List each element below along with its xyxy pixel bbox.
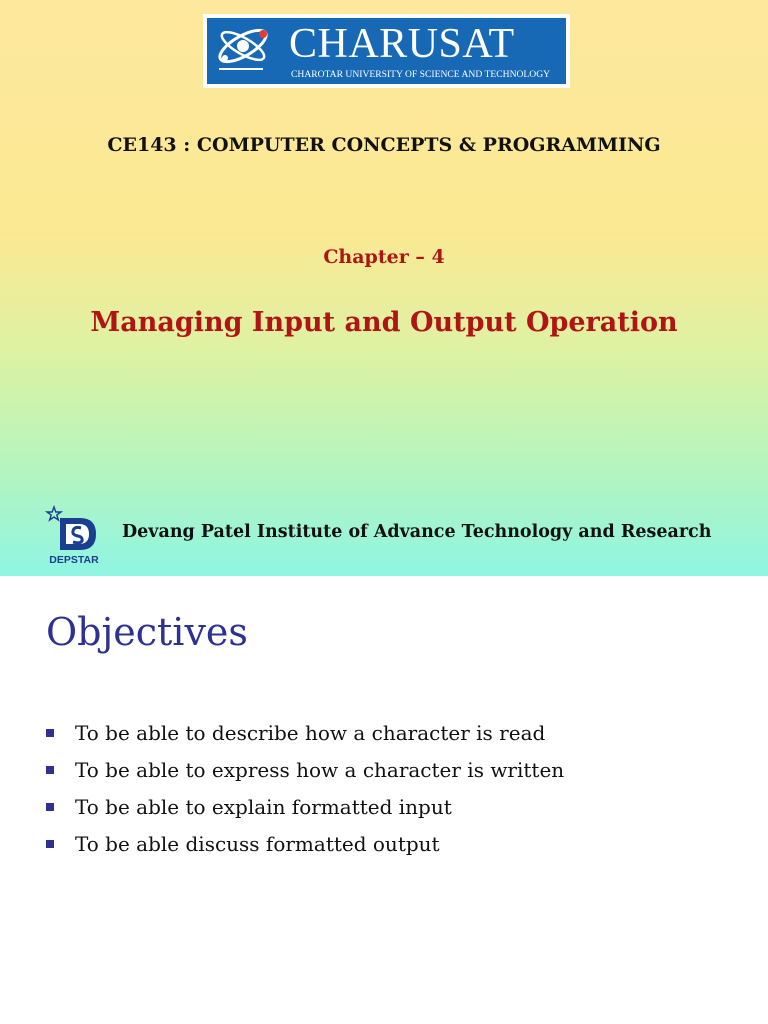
list-item-text: To be able to express how a character is written [75, 757, 565, 782]
depstar-logo-icon [44, 504, 104, 566]
square-bullet-icon [46, 766, 54, 774]
charusat-logo-subtitle: CHAROTAR UNIVERSITY OF SCIENCE AND TECHNOLOGY [291, 69, 551, 80]
charusat-logo-panel [207, 18, 566, 84]
charusat-logo-name: CHARUSAT [289, 21, 515, 67]
square-bullet-icon [46, 840, 54, 848]
list-item [46, 751, 564, 788]
list-item [46, 714, 564, 751]
list-item [46, 788, 564, 825]
list-item-text: To be able discuss formatted output [75, 831, 440, 856]
square-bullet-icon [46, 803, 54, 811]
chapter-label: Chapter – 4 [323, 246, 445, 268]
course-title: CE143 : COMPUTER CONCEPTS & PROGRAMMING [107, 134, 661, 156]
depstar-logo-label: DEPSTAR [49, 554, 99, 566]
list-item [46, 825, 564, 862]
objectives-slide [0, 576, 768, 1024]
objectives-list [46, 714, 564, 862]
institute-name: Devang Patel Institute of Advance Technology and Research [122, 522, 712, 542]
list-item-text: To be able to explain formatted input [75, 794, 452, 819]
atom-orbit-icon [213, 24, 283, 78]
presentation-title: Managing Input and Output Operation [90, 307, 678, 338]
list-item-text: To be able to describe how a character is read [75, 720, 546, 745]
charusat-logo [203, 14, 570, 88]
objectives-heading: Objectives [46, 610, 248, 654]
square-bullet-icon [46, 729, 54, 737]
